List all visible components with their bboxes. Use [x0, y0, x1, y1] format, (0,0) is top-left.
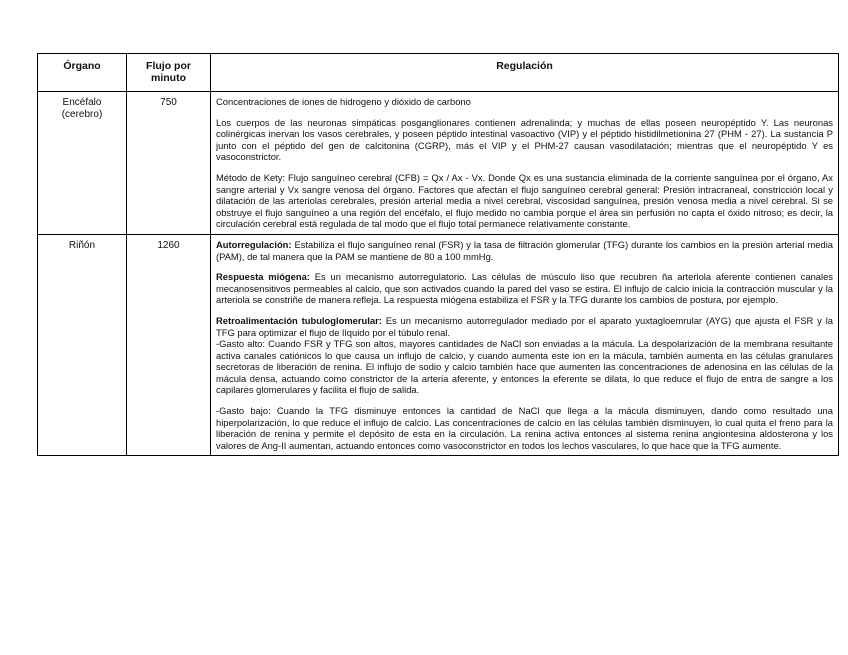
kidney-paragraph-autoregulation: [216, 239, 833, 262]
table-row-brain: [38, 92, 839, 235]
table-header-row: [38, 54, 839, 92]
organ-cell-brain: [38, 92, 127, 235]
regulation-table: [37, 53, 839, 456]
tgf-title: Retroalimentación tubuloglomerular:: [216, 314, 382, 326]
header-flow-line1: Flujo por: [146, 60, 191, 72]
regulation-cell-brain: [211, 92, 839, 235]
header-organ: Órgano: [38, 54, 127, 92]
flow-cell-kidney: 1260: [127, 234, 211, 456]
kidney-paragraph-low-output: -Gasto bajo: Cuando la TFG disminuye entonces la cantidad de NaCl que llega a la mácula disminuyen, dando como resultado una hiperpolarización, lo que reduce el influjo de calcio. Las concentraciones de calcio en las células también disminuyen, lo cual quita el freno para la liberación de renina y permite el depósito de esta en la circulación. La renina activa entonces al sistema renina angiontesina aldosterona y los valores de Ang-II aumentan, actuando entonces como vasoconstrictor en todos los lechos vasculares, lo que hace que la TFG aumente.: [216, 405, 833, 451]
organ-subname-brain: (cerebro): [61, 109, 103, 120]
flow-cell-brain: 750: [127, 92, 211, 235]
brain-paragraph-ions: Concentraciones de iones de hidrogeno y dióxido de carbono: [216, 96, 471, 107]
organ-cell-kidney: Riñón: [38, 234, 127, 456]
myogenic-text: Es un mecanismo autorregulatorio. Las células de músculo liso que recubren ña arteriola aferente contienen canales mecanosensitivos permeables al calcio, que son activados cuando la pared del vaso se estira. El influjo de calcio inicia la contracción muscular y la arteriola se constriñe de manera refleja. La respuesta miógena estabiliza el FSR y la TFG durante los cambios de postura, por ejemplo.: [216, 271, 833, 306]
header-flow-line2: minuto: [151, 72, 186, 84]
brain-paragraph-kety: Método de Kety: Flujo sanguíneo cerebral (CFB) = Qx / Ax - Vx. Donde Qx es una sustancia eliminada de la corriente sanguínea por el órgano, Ax sangre arterial y Vx sangre venosa del órgano. Factores que afectan el flujo sanguíneo cerebral general: Presión intracraneal, constricción local y dilatación de las arteriolas cerebrales, presión arterial media a nivel cerebral, viscosidad sanguínea, presión venosa media a nivel cerebral. Si se obstruye el flujo sanguíneo a una región del encéfalo, el flujo medido no cambia porque el área sin perfusión no capta el óxido nitroso; es decir, la circulación cerebral está regulada de tal modo que el flujo total permanece relativamente constante.: [216, 171, 833, 230]
autoregulation-text: Estabiliza el flujo sanguíneo renal (FSR) y la tasa de filtración glomerular (TFG) durante los cambios en la presión arterial media (PAM), de tal manera que la PAM se mantiene de 80 a 100 mmHg.: [216, 238, 833, 262]
kidney-paragraph-myogenic: [216, 271, 833, 306]
organ-name-brain: Encéfalo: [62, 97, 102, 108]
myogenic-title: Respuesta miógena:: [216, 271, 310, 283]
autoregulation-title: Autorregulación:: [216, 238, 292, 250]
tgf-high-output-text: -Gasto alto: Cuando FSR y TFG son altos, mayores cantidades de NaCl son enviadas a la mácula. La despolarización de la membrana resultante activa canales catiónicos lo que causa un influjo de calcio, y cuando aumenta este ion en la mácula, también aumenta en las células granulares secretoras de liberación de renina. El influjo de sodio y calcio también hace que aumenten las concentraciones de adenosina en las células de la mácula densa, actuando como constrictor de la arteria aferente, y entonces la eferente se dilata, lo que reduce el flujo de entra de sangre a los capilares glomerulares y facilita el flujo de salida.: [216, 338, 833, 396]
header-flow: [127, 54, 211, 92]
kidney-paragraph-tgf: [216, 315, 833, 396]
header-regulation: Regulación: [211, 54, 839, 92]
brain-paragraph-neurons: Los cuerpos de las neuronas simpáticas posganglionares contienen adrenalinda; y muchas de ellas poseen neuropéptido Y. Las neuronas colinérgicas inervan los vasos cerebrales, y poseen péptido intestinal vasoactivo (VIP) y el péptido histidilmetionina 27 (PHM - 27). La sustancia P junto con el péptido del gen de calcitonina (CGRP), más el VIP y el PHM-27 causan vasodilatación; mientras que el neuropéptido Y es vasoconstrictor.: [216, 116, 833, 163]
tgf-text: Es un mecanismo autorregulador mediado por el aparato yuxtagloemrular (AYG) que ajusta el FSR y la TFG para optimizar el flujo de líquido por el túbulo renal.: [216, 314, 833, 338]
table-row-kidney: [38, 234, 839, 456]
regulation-cell-kidney: [211, 234, 839, 456]
